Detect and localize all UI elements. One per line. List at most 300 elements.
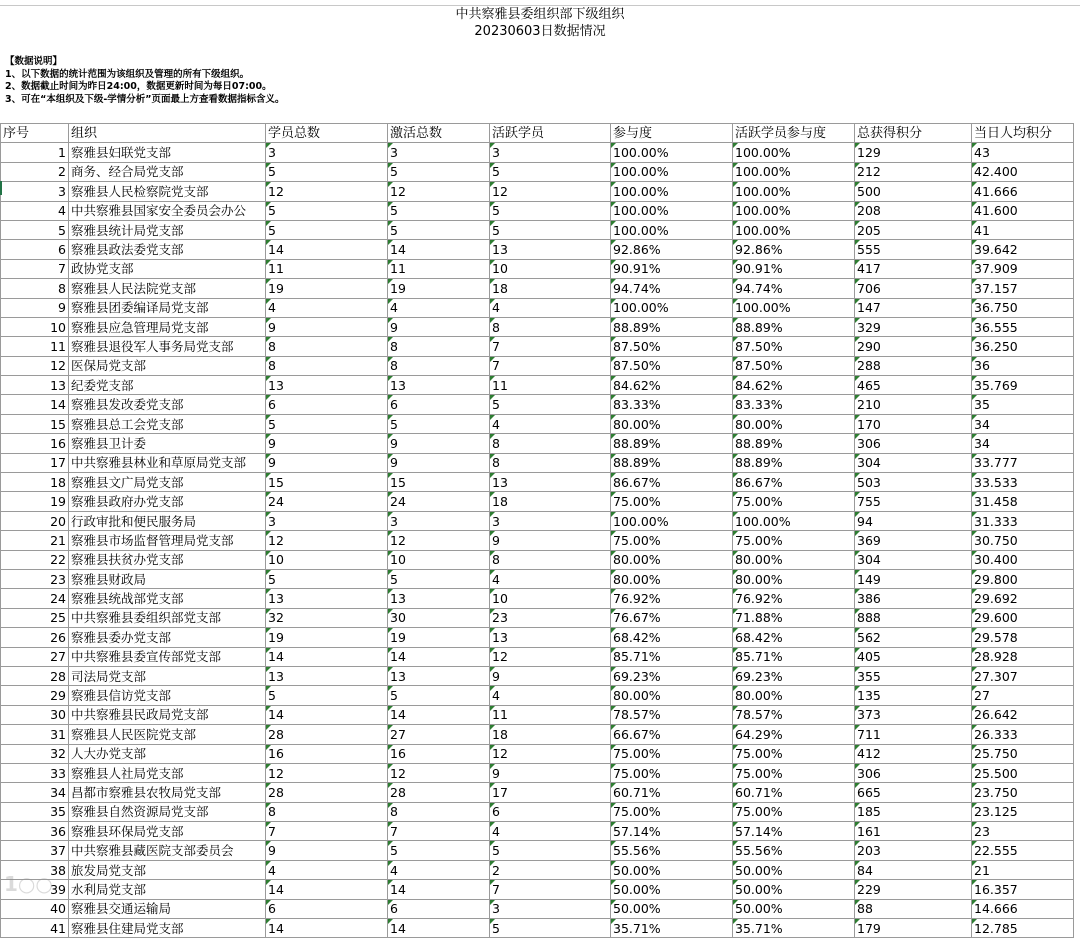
cell-total-points[interactable]: 373 — [855, 705, 972, 724]
cell-org[interactable]: 政协党支部 — [69, 259, 266, 278]
cell-daily-avg-points[interactable]: 25.750 — [972, 744, 1074, 763]
cell-active[interactable]: 4 — [490, 414, 611, 433]
cell-active[interactable]: 5 — [490, 395, 611, 414]
notes-heading[interactable]: 【数据说明】 — [5, 56, 63, 67]
cell-active[interactable]: 7 — [490, 356, 611, 375]
cell-daily-avg-points[interactable]: 33.533 — [972, 473, 1074, 492]
cell-index[interactable]: 37 — [1, 841, 69, 860]
cell-daily-avg-points[interactable]: 30.400 — [972, 550, 1074, 569]
cell-org[interactable]: 察雅县文广局党支部 — [69, 473, 266, 492]
cell-members[interactable]: 13 — [266, 666, 388, 685]
cell-activated[interactable]: 5 — [388, 220, 490, 239]
cell-members[interactable]: 14 — [266, 919, 388, 938]
cell-total-points[interactable]: 147 — [855, 298, 972, 317]
cell-members[interactable]: 19 — [266, 628, 388, 647]
cell-activated[interactable]: 14 — [388, 647, 490, 666]
sheet-title[interactable]: 中共察雅县委组织部下级组织 — [455, 7, 625, 22]
cell-participation[interactable]: 100.00% — [611, 220, 733, 239]
cell-total-points[interactable]: 306 — [855, 763, 972, 782]
cell-participation[interactable]: 80.00% — [611, 569, 733, 588]
cell-participation[interactable]: 76.92% — [611, 589, 733, 608]
cell-members[interactable]: 6 — [266, 395, 388, 414]
cell-org[interactable]: 察雅县信访党支部 — [69, 686, 266, 705]
cell-daily-avg-points[interactable]: 36 — [972, 356, 1074, 375]
cell-index[interactable]: 22 — [1, 550, 69, 569]
cell-active-participation[interactable]: 100.00% — [733, 143, 855, 162]
cell-active[interactable]: 5 — [490, 220, 611, 239]
cell-participation[interactable]: 92.86% — [611, 240, 733, 259]
cell-org[interactable]: 中共察雅县藏医院支部委员会 — [69, 841, 266, 860]
cell-activated[interactable]: 24 — [388, 492, 490, 511]
cell-active-participation[interactable]: 80.00% — [733, 569, 855, 588]
cell-total-points[interactable]: 212 — [855, 162, 972, 181]
cell-index[interactable]: 20 — [1, 511, 69, 530]
cell-daily-avg-points[interactable]: 41 — [972, 220, 1074, 239]
cell-participation[interactable]: 87.50% — [611, 337, 733, 356]
cell-org[interactable]: 察雅县应急管理局党支部 — [69, 317, 266, 336]
cell-participation[interactable]: 75.00% — [611, 802, 733, 821]
cell-daily-avg-points[interactable]: 12.785 — [972, 919, 1074, 938]
cell-activated[interactable]: 13 — [388, 589, 490, 608]
cell-daily-avg-points[interactable]: 23.125 — [972, 802, 1074, 821]
header-activated[interactable]: 激活总数 — [388, 124, 490, 143]
cell-active[interactable]: 12 — [490, 744, 611, 763]
cell-active[interactable]: 8 — [490, 453, 611, 472]
cell-participation[interactable]: 76.67% — [611, 608, 733, 627]
cell-activated[interactable]: 5 — [388, 201, 490, 220]
cell-active-participation[interactable]: 100.00% — [733, 162, 855, 181]
cell-index[interactable]: 16 — [1, 434, 69, 453]
header-active-participation[interactable]: 活跃学员参与度 — [733, 124, 855, 143]
cell-activated[interactable]: 6 — [388, 899, 490, 918]
cell-org[interactable]: 察雅县委办党支部 — [69, 628, 266, 647]
cell-participation[interactable]: 75.00% — [611, 492, 733, 511]
cell-activated[interactable]: 16 — [388, 744, 490, 763]
cell-daily-avg-points[interactable]: 23 — [972, 822, 1074, 841]
cell-activated[interactable]: 9 — [388, 434, 490, 453]
header-org[interactable]: 组织 — [69, 124, 266, 143]
cell-participation[interactable]: 80.00% — [611, 550, 733, 569]
cell-daily-avg-points[interactable]: 26.333 — [972, 725, 1074, 744]
cell-org[interactable]: 察雅县人民法院党支部 — [69, 279, 266, 298]
cell-members[interactable]: 19 — [266, 279, 388, 298]
cell-participation[interactable]: 100.00% — [611, 511, 733, 530]
cell-active-participation[interactable]: 75.00% — [733, 744, 855, 763]
cell-total-points[interactable]: 304 — [855, 453, 972, 472]
cell-active[interactable]: 8 — [490, 317, 611, 336]
cell-org[interactable]: 察雅县人社局党支部 — [69, 763, 266, 782]
cell-total-points[interactable]: 161 — [855, 822, 972, 841]
cell-daily-avg-points[interactable]: 27 — [972, 686, 1074, 705]
cell-index[interactable]: 32 — [1, 744, 69, 763]
cell-org[interactable]: 中共察雅县国家安全委员会办公 — [69, 201, 266, 220]
cell-members[interactable]: 32 — [266, 608, 388, 627]
cell-total-points[interactable]: 386 — [855, 589, 972, 608]
cell-participation[interactable]: 57.14% — [611, 822, 733, 841]
cell-daily-avg-points[interactable]: 33.777 — [972, 453, 1074, 472]
cell-members[interactable]: 10 — [266, 550, 388, 569]
cell-org[interactable]: 行政审批和便民服务局 — [69, 511, 266, 530]
cell-activated[interactable]: 5 — [388, 569, 490, 588]
cell-active[interactable]: 10 — [490, 589, 611, 608]
cell-activated[interactable]: 15 — [388, 473, 490, 492]
cell-activated[interactable]: 28 — [388, 783, 490, 802]
cell-activated[interactable]: 11 — [388, 259, 490, 278]
cell-index[interactable]: 33 — [1, 763, 69, 782]
cell-participation[interactable]: 50.00% — [611, 880, 733, 899]
cell-activated[interactable]: 14 — [388, 880, 490, 899]
cell-active[interactable]: 8 — [490, 550, 611, 569]
cell-participation[interactable]: 75.00% — [611, 763, 733, 782]
cell-active-participation[interactable]: 87.50% — [733, 337, 855, 356]
cell-participation[interactable]: 84.62% — [611, 376, 733, 395]
cell-participation[interactable]: 100.00% — [611, 298, 733, 317]
cell-total-points[interactable]: 369 — [855, 531, 972, 550]
cell-index[interactable]: 4 — [1, 201, 69, 220]
cell-org[interactable]: 察雅县统计局党支部 — [69, 220, 266, 239]
cell-org[interactable]: 人大办党支部 — [69, 744, 266, 763]
cell-active-participation[interactable]: 86.67% — [733, 473, 855, 492]
cell-daily-avg-points[interactable]: 35.769 — [972, 376, 1074, 395]
cell-total-points[interactable]: 205 — [855, 220, 972, 239]
cell-active-participation[interactable]: 76.92% — [733, 589, 855, 608]
cell-active-participation[interactable]: 75.00% — [733, 763, 855, 782]
cell-total-points[interactable]: 94 — [855, 511, 972, 530]
cell-members[interactable]: 5 — [266, 686, 388, 705]
cell-activated[interactable]: 19 — [388, 279, 490, 298]
cell-daily-avg-points[interactable]: 16.357 — [972, 880, 1074, 899]
cell-active-participation[interactable]: 83.33% — [733, 395, 855, 414]
cell-active[interactable]: 9 — [490, 763, 611, 782]
cell-total-points[interactable]: 417 — [855, 259, 972, 278]
cell-participation[interactable]: 80.00% — [611, 414, 733, 433]
cell-total-points[interactable]: 888 — [855, 608, 972, 627]
cell-active-participation[interactable]: 57.14% — [733, 822, 855, 841]
cell-members[interactable]: 8 — [266, 356, 388, 375]
cell-active[interactable]: 18 — [490, 279, 611, 298]
cell-index[interactable]: 5 — [1, 220, 69, 239]
cell-members[interactable]: 9 — [266, 841, 388, 860]
cell-participation[interactable]: 88.89% — [611, 453, 733, 472]
cell-total-points[interactable]: 149 — [855, 569, 972, 588]
cell-org[interactable]: 察雅县住建局党支部 — [69, 919, 266, 938]
cell-active-participation[interactable]: 80.00% — [733, 414, 855, 433]
cell-active[interactable]: 7 — [490, 337, 611, 356]
cell-members[interactable]: 14 — [266, 647, 388, 666]
cell-active[interactable]: 4 — [490, 822, 611, 841]
cell-total-points[interactable]: 304 — [855, 550, 972, 569]
cell-active-participation[interactable]: 92.86% — [733, 240, 855, 259]
cell-index[interactable]: 31 — [1, 725, 69, 744]
cell-active-participation[interactable]: 100.00% — [733, 220, 855, 239]
cell-daily-avg-points[interactable]: 26.642 — [972, 705, 1074, 724]
cell-members[interactable]: 4 — [266, 298, 388, 317]
cell-active-participation[interactable]: 35.71% — [733, 919, 855, 938]
cell-activated[interactable]: 8 — [388, 337, 490, 356]
cell-index[interactable]: 3 — [1, 182, 69, 201]
cell-active[interactable]: 12 — [490, 647, 611, 666]
cell-org[interactable]: 察雅县卫计委 — [69, 434, 266, 453]
cell-active-participation[interactable]: 50.00% — [733, 860, 855, 879]
cell-daily-avg-points[interactable]: 43 — [972, 143, 1074, 162]
cell-daily-avg-points[interactable]: 14.666 — [972, 899, 1074, 918]
cell-activated[interactable]: 9 — [388, 317, 490, 336]
cell-members[interactable]: 12 — [266, 182, 388, 201]
cell-members[interactable]: 4 — [266, 860, 388, 879]
cell-total-points[interactable]: 229 — [855, 880, 972, 899]
cell-active-participation[interactable]: 75.00% — [733, 492, 855, 511]
cell-members[interactable]: 5 — [266, 220, 388, 239]
cell-active[interactable]: 13 — [490, 240, 611, 259]
header-total-points[interactable]: 总获得积分 — [855, 124, 972, 143]
cell-active[interactable]: 8 — [490, 434, 611, 453]
cell-activated[interactable]: 8 — [388, 356, 490, 375]
cell-participation[interactable]: 60.71% — [611, 783, 733, 802]
cell-participation[interactable]: 87.50% — [611, 356, 733, 375]
cell-total-points[interactable]: 665 — [855, 783, 972, 802]
cell-participation[interactable]: 66.67% — [611, 725, 733, 744]
cell-index[interactable]: 28 — [1, 666, 69, 685]
cell-active-participation[interactable]: 78.57% — [733, 705, 855, 724]
cell-total-points[interactable]: 129 — [855, 143, 972, 162]
cell-total-points[interactable]: 203 — [855, 841, 972, 860]
cell-daily-avg-points[interactable]: 30.750 — [972, 531, 1074, 550]
cell-daily-avg-points[interactable]: 41.600 — [972, 201, 1074, 220]
cell-participation[interactable]: 86.67% — [611, 473, 733, 492]
cell-members[interactable]: 9 — [266, 317, 388, 336]
cell-active-participation[interactable]: 50.00% — [733, 880, 855, 899]
cell-activated[interactable]: 8 — [388, 802, 490, 821]
cell-activated[interactable]: 30 — [388, 608, 490, 627]
cell-activated[interactable]: 27 — [388, 725, 490, 744]
cell-participation[interactable]: 100.00% — [611, 201, 733, 220]
cell-total-points[interactable]: 755 — [855, 492, 972, 511]
cell-active[interactable]: 11 — [490, 376, 611, 395]
cell-members[interactable]: 9 — [266, 434, 388, 453]
cell-members[interactable]: 16 — [266, 744, 388, 763]
header-members[interactable]: 学员总数 — [266, 124, 388, 143]
cell-members[interactable]: 14 — [266, 880, 388, 899]
cell-total-points[interactable]: 290 — [855, 337, 972, 356]
cell-participation[interactable]: 68.42% — [611, 628, 733, 647]
cell-participation[interactable]: 78.57% — [611, 705, 733, 724]
cell-members[interactable]: 15 — [266, 473, 388, 492]
cell-active[interactable]: 7 — [490, 880, 611, 899]
cell-activated[interactable]: 3 — [388, 511, 490, 530]
cell-members[interactable]: 8 — [266, 802, 388, 821]
cell-participation[interactable]: 94.74% — [611, 279, 733, 298]
cell-daily-avg-points[interactable]: 22.555 — [972, 841, 1074, 860]
cell-active-participation[interactable]: 87.50% — [733, 356, 855, 375]
cell-org[interactable]: 中共察雅县民政局党支部 — [69, 705, 266, 724]
cell-index[interactable]: 19 — [1, 492, 69, 511]
cell-daily-avg-points[interactable]: 27.307 — [972, 666, 1074, 685]
cell-org[interactable]: 察雅县统战部党支部 — [69, 589, 266, 608]
cell-total-points[interactable]: 555 — [855, 240, 972, 259]
cell-total-points[interactable]: 329 — [855, 317, 972, 336]
cell-daily-avg-points[interactable]: 29.600 — [972, 608, 1074, 627]
cell-active-participation[interactable]: 88.89% — [733, 317, 855, 336]
cell-members[interactable]: 24 — [266, 492, 388, 511]
cell-members[interactable]: 5 — [266, 414, 388, 433]
cell-active-participation[interactable]: 84.62% — [733, 376, 855, 395]
cell-activated[interactable]: 5 — [388, 686, 490, 705]
cell-active[interactable]: 2 — [490, 860, 611, 879]
cell-index[interactable]: 8 — [1, 279, 69, 298]
cell-active-participation[interactable]: 71.88% — [733, 608, 855, 627]
cell-activated[interactable]: 14 — [388, 705, 490, 724]
notes-line-3[interactable]: 3、可在“本组织及下级-学情分析”页面最上方查看数据指标含义。 — [5, 93, 285, 105]
cell-index[interactable]: 27 — [1, 647, 69, 666]
cell-index[interactable]: 9 — [1, 298, 69, 317]
cell-active-participation[interactable]: 75.00% — [733, 802, 855, 821]
cell-index[interactable]: 29 — [1, 686, 69, 705]
cell-participation[interactable]: 55.56% — [611, 841, 733, 860]
cell-members[interactable]: 5 — [266, 569, 388, 588]
cell-org[interactable]: 察雅县环保局党支部 — [69, 822, 266, 841]
cell-participation[interactable]: 50.00% — [611, 860, 733, 879]
cell-daily-avg-points[interactable]: 28.928 — [972, 647, 1074, 666]
cell-index[interactable]: 10 — [1, 317, 69, 336]
cell-index[interactable]: 15 — [1, 414, 69, 433]
cell-active-participation[interactable]: 100.00% — [733, 298, 855, 317]
cell-active[interactable]: 4 — [490, 686, 611, 705]
cell-activated[interactable]: 10 — [388, 550, 490, 569]
cell-active[interactable]: 4 — [490, 569, 611, 588]
sheet-subtitle[interactable]: 20230603日数据情况 — [474, 24, 606, 39]
notes-line-1[interactable]: 1、以下数据的统计范围为该组织及管理的所有下级组织。 — [5, 68, 250, 80]
cell-org[interactable]: 察雅县自然资源局党支部 — [69, 802, 266, 821]
cell-activated[interactable]: 14 — [388, 240, 490, 259]
cell-members[interactable]: 5 — [266, 162, 388, 181]
cell-index[interactable]: 11 — [1, 337, 69, 356]
header-active[interactable]: 活跃学员 — [490, 124, 611, 143]
cell-index[interactable]: 1 — [1, 143, 69, 162]
cell-active[interactable]: 18 — [490, 492, 611, 511]
cell-total-points[interactable]: 412 — [855, 744, 972, 763]
cell-index[interactable]: 18 — [1, 473, 69, 492]
cell-members[interactable]: 5 — [266, 201, 388, 220]
cell-daily-avg-points[interactable]: 34 — [972, 434, 1074, 453]
cell-active-participation[interactable]: 100.00% — [733, 511, 855, 530]
cell-active[interactable]: 6 — [490, 802, 611, 821]
cell-index[interactable]: 25 — [1, 608, 69, 627]
cell-index[interactable]: 6 — [1, 240, 69, 259]
cell-active-participation[interactable]: 88.89% — [733, 434, 855, 453]
cell-active[interactable]: 13 — [490, 628, 611, 647]
cell-activated[interactable]: 7 — [388, 822, 490, 841]
cell-org[interactable]: 察雅县交通运输局 — [69, 899, 266, 918]
cell-daily-avg-points[interactable]: 21 — [972, 860, 1074, 879]
cell-activated[interactable]: 19 — [388, 628, 490, 647]
cell-participation[interactable]: 88.89% — [611, 434, 733, 453]
cell-index[interactable]: 40 — [1, 899, 69, 918]
cell-daily-avg-points[interactable]: 31.333 — [972, 511, 1074, 530]
cell-org[interactable]: 医保局党支部 — [69, 356, 266, 375]
cell-participation[interactable]: 100.00% — [611, 182, 733, 201]
cell-activated[interactable]: 13 — [388, 666, 490, 685]
cell-daily-avg-points[interactable]: 36.750 — [972, 298, 1074, 317]
cell-daily-avg-points[interactable]: 25.500 — [972, 763, 1074, 782]
cell-total-points[interactable]: 503 — [855, 473, 972, 492]
cell-active[interactable]: 10 — [490, 259, 611, 278]
cell-index[interactable]: 21 — [1, 531, 69, 550]
cell-daily-avg-points[interactable]: 41.666 — [972, 182, 1074, 201]
cell-index[interactable]: 41 — [1, 919, 69, 938]
cell-total-points[interactable]: 210 — [855, 395, 972, 414]
cell-members[interactable]: 9 — [266, 453, 388, 472]
cell-total-points[interactable]: 405 — [855, 647, 972, 666]
cell-activated[interactable]: 14 — [388, 919, 490, 938]
cell-activated[interactable]: 3 — [388, 143, 490, 162]
cell-org[interactable]: 察雅县人民医院党支部 — [69, 725, 266, 744]
cell-total-points[interactable]: 500 — [855, 182, 972, 201]
cell-daily-avg-points[interactable]: 35 — [972, 395, 1074, 414]
cell-org[interactable]: 水利局党支部 — [69, 880, 266, 899]
cell-activated[interactable]: 4 — [388, 298, 490, 317]
cell-active-participation[interactable]: 64.29% — [733, 725, 855, 744]
notes-line-2[interactable]: 2、数据截止时间为昨日24:00，数据更新时间为每日07:00。 — [5, 81, 272, 92]
cell-members[interactable]: 14 — [266, 240, 388, 259]
cell-index[interactable]: 35 — [1, 802, 69, 821]
header-daily-avg-points[interactable]: 当日人均积分 — [972, 124, 1074, 143]
cell-org[interactable]: 察雅县市场监督管理局党支部 — [69, 531, 266, 550]
cell-index[interactable]: 17 — [1, 453, 69, 472]
cell-active[interactable]: 5 — [490, 162, 611, 181]
cell-activated[interactable]: 4 — [388, 860, 490, 879]
cell-members[interactable]: 28 — [266, 783, 388, 802]
cell-active-participation[interactable]: 100.00% — [733, 182, 855, 201]
cell-daily-avg-points[interactable]: 29.692 — [972, 589, 1074, 608]
cell-active[interactable]: 9 — [490, 531, 611, 550]
cell-active-participation[interactable]: 100.00% — [733, 201, 855, 220]
cell-active-participation[interactable]: 55.56% — [733, 841, 855, 860]
cell-index[interactable]: 7 — [1, 259, 69, 278]
cell-total-points[interactable]: 179 — [855, 919, 972, 938]
cell-members[interactable]: 12 — [266, 763, 388, 782]
cell-daily-avg-points[interactable]: 34 — [972, 414, 1074, 433]
cell-members[interactable]: 11 — [266, 259, 388, 278]
cell-activated[interactable]: 5 — [388, 414, 490, 433]
cell-activated[interactable]: 5 — [388, 162, 490, 181]
cell-total-points[interactable]: 706 — [855, 279, 972, 298]
cell-org[interactable]: 察雅县发改委党支部 — [69, 395, 266, 414]
cell-members[interactable]: 12 — [266, 531, 388, 550]
cell-active[interactable]: 5 — [490, 841, 611, 860]
cell-index[interactable]: 39 — [1, 880, 69, 899]
cell-members[interactable]: 13 — [266, 589, 388, 608]
cell-org[interactable]: 察雅县团委编译局党支部 — [69, 298, 266, 317]
cell-activated[interactable]: 12 — [388, 531, 490, 550]
cell-index[interactable]: 38 — [1, 860, 69, 879]
cell-activated[interactable]: 6 — [388, 395, 490, 414]
cell-total-points[interactable]: 355 — [855, 666, 972, 685]
cell-total-points[interactable]: 208 — [855, 201, 972, 220]
header-index[interactable]: 序号 — [1, 124, 69, 143]
cell-daily-avg-points[interactable]: 29.578 — [972, 628, 1074, 647]
cell-activated[interactable]: 9 — [388, 453, 490, 472]
cell-members[interactable]: 3 — [266, 511, 388, 530]
cell-active[interactable]: 4 — [490, 298, 611, 317]
cell-active[interactable]: 9 — [490, 666, 611, 685]
cell-org[interactable]: 旅发局党支部 — [69, 860, 266, 879]
cell-activated[interactable]: 12 — [388, 182, 490, 201]
cell-daily-avg-points[interactable]: 37.157 — [972, 279, 1074, 298]
cell-participation[interactable]: 75.00% — [611, 744, 733, 763]
cell-active[interactable]: 3 — [490, 511, 611, 530]
cell-active[interactable]: 3 — [490, 899, 611, 918]
cell-org[interactable]: 司法局党支部 — [69, 666, 266, 685]
